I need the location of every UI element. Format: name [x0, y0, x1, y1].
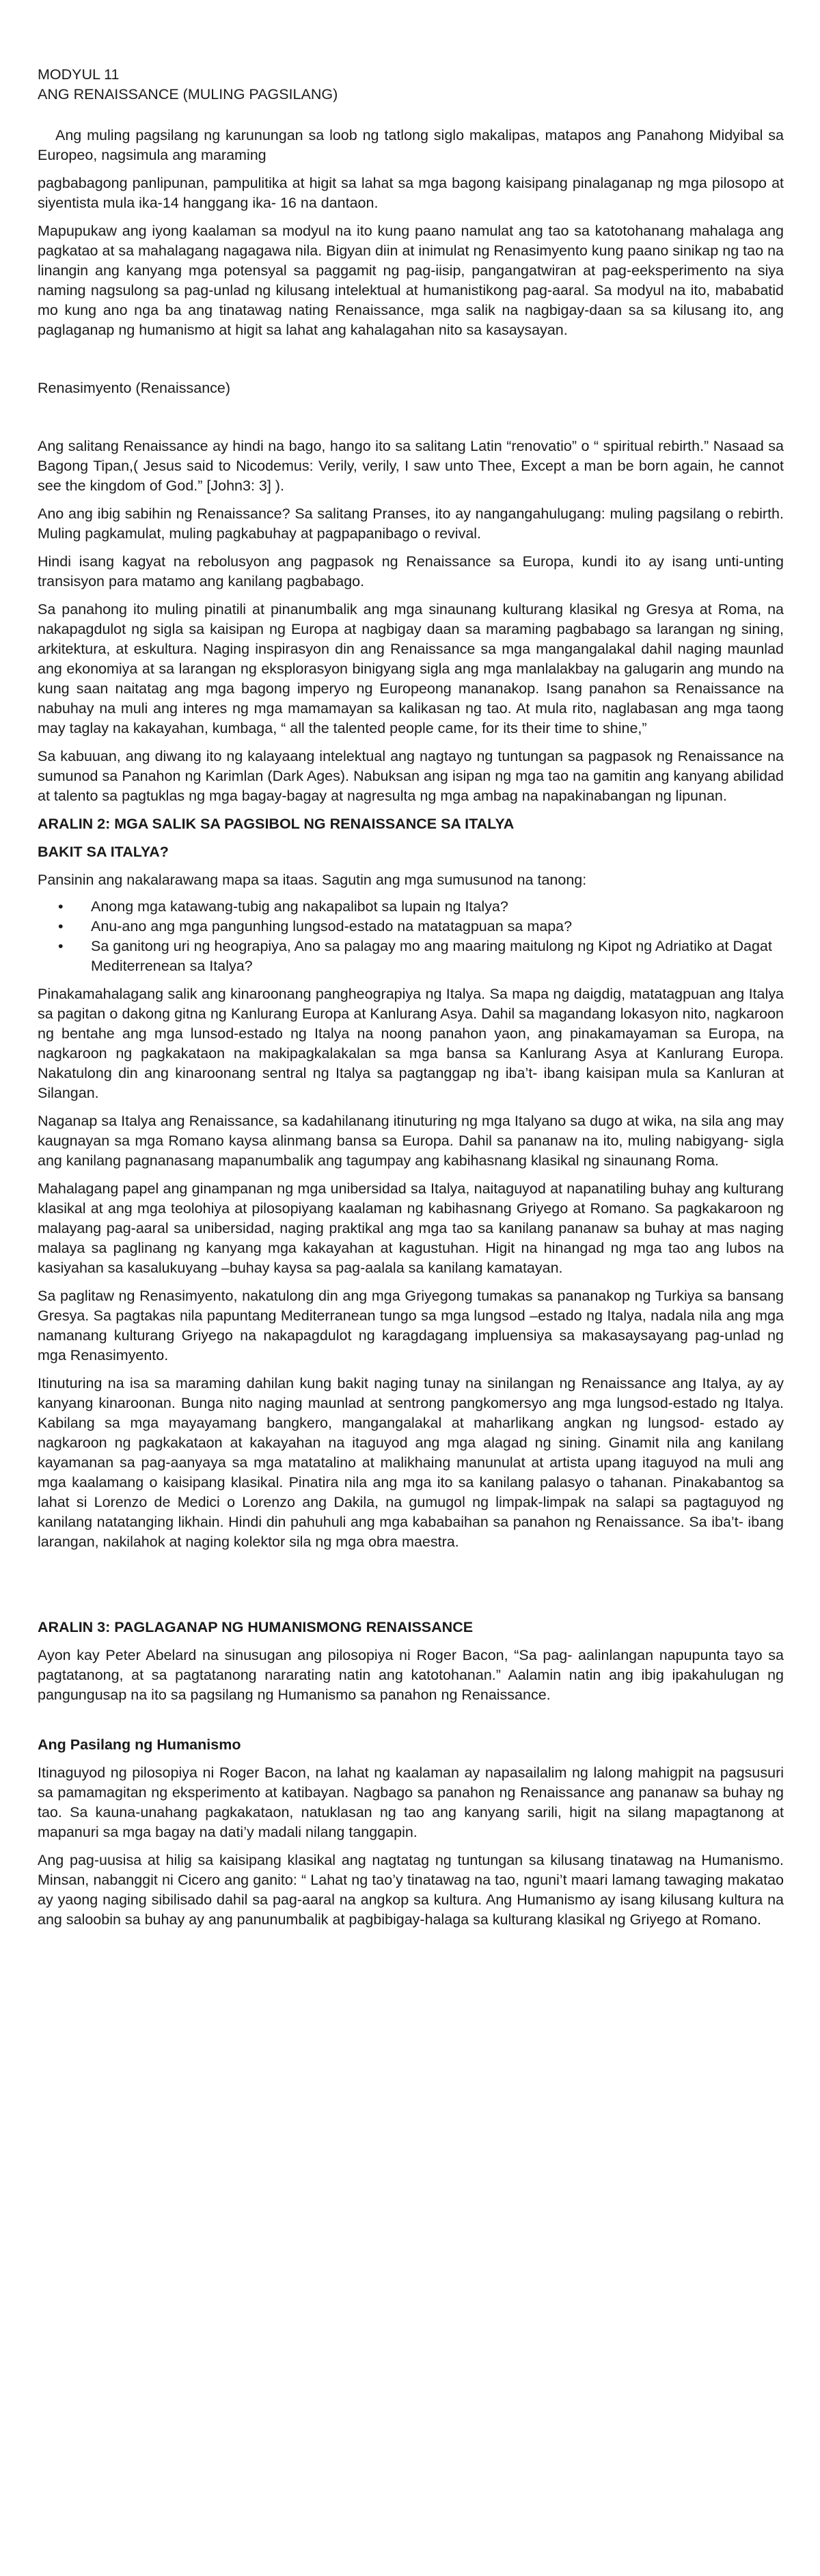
intro-paragraph-1: Ang muling pagsilang ng karunungan sa loob ng tatlong siglo makalipas, matapos ang Panahong Midyibal sa Europeo, nagsimula ang maraming	[38, 127, 784, 163]
aralin-2-paragraph-1: Pinakamahalagang salik ang kinaroonang pangheograpiya ng Italya. Sa mapa ng daigdig, matatagpuan ang Italya sa pagitan o dakong gitna ng Kanlurang Europa at Kanlurang Asya. Dahil sa magandang lokasyon nito, nagkaroon ng bentahe ang mga lunsod-estado ng Italya na noong panahon yaon, ang pinakamayaman sa Europa, na nagkaroon ng pagkakataon na makipagkalakalan sa mga bansa sa Kanlurang Asya at Kanlurang Europa. Nakatulong din ang kinaroonang sentral ng Italya sa pagtanggap ng iba’t- ibang kaisipan mula sa Kanluran at Silangan.	[38, 986, 784, 1101]
aralin-2-heading: ARALIN 2: MGA SALIK SA PAGSIBOL NG RENAISSANCE SA ITALYA	[38, 816, 515, 832]
aralin-3-paragraph-2: Itinaguyod ng pilosopiya ni Roger Bacon, na lahat ng kaalaman ay napasailalim ng lalong mahigpit na pagsusuri sa pamamagitan ng eksperimento at katibayan. Nagbago sa panahon ng Renaissance ang pananaw sa buhay ng tao. Sa kauna-unahang pagkakataon, natuklasan ng tao ang kanyang sarili, higit na silang mapagtanong at mapanuri sa mga bagay na dati’y madali nilang tanggapin.	[38, 1764, 784, 1840]
renaissance-paragraph-4: Sa panahong ito muling pinatili at pinanumbalik ang mga sinaunang kulturang klasikal ng Gresya at Roma, na nakapagdulot ng sigla sa kaisipan ng Europa at nagbigay daan sa maraming pagbabago sa larangan ng sining, arkitektura, at eskultura. Naging inspirasyon din ang Renaissance sa mga mangangalakal dahil naging maunlad ang ekonomiya at sa larangan ng eksplorasyon binigyang sigla ang mga manlalakbay na galugarin ang mundo na kung saan naitatag ang mga bagong imperyo ng Europeong mananakop. Isang panahon sa Renaissance na nabuhay na muli ang interes ng mga mamamayan sa kalikasan ng tao. At mula rito, naglabasan ang mga taong may taglay na kakayahan, kumbaga, “ all the talented people came, for its their time to shine,”	[38, 601, 784, 736]
aralin-3-subheading: Ang Pasilang ng Humanismo	[38, 1736, 241, 1753]
aralin-2-paragraph-4: Sa paglitaw ng Renasimyento, nakatulong din ang mga Griyegong tumakas sa pananakop ng Turkiya sa bansang Gresya. Sa pagtakas nila papuntang Mediterranean tungo sa mga lungsod –estado ng Italya, nadala nila ang mga namanang kulturang Griyego na nakapagdulot ng karagdagang impluensiya sa makasaysayang pag-unlad ng mga Renasimyento.	[38, 1288, 784, 1363]
question-list	[38, 897, 784, 976]
bullet: •	[58, 898, 64, 915]
aralin-2-paragraph-2: Naganap sa Italya ang Renaissance, sa kadahilanang itinuturing ng mga Italyano sa dugo at wika, na sila ang may kaugnayan sa mga Romano kaysa alinmang bansa sa Europa. Dahil sa pananaw na ito, muling nabigyang- sigla ang kanilang pagnanasang mapanumbalik ang tagumpay ang kabihasnang klasikal ng sinaunang Roma.	[38, 1113, 784, 1169]
aralin-2-subheading: BAKIT SA ITALYA?	[38, 844, 169, 860]
aralin-2-paragraph-5: Itinuturing na isa sa maraming dahilan kung bakit naging tunay na sinilangan ng Renaissance ang Italya, ay ay kanyang kinaroonan. Bunga nito naging maunlad at sentrong pangkomersyo ang mga lungsod-estado ng Italya. Kabilang sa mga mayayamang bangkero, mangangalakal at maharlikang angkan ng lungsod- estado ay nagkaroon ng pagkakataon at kakayahan na itaguyod ang mga alagad ng sining. Ginamit nila ang kanilang kayamanan sa pag-aanyaya sa mga matatalino at malikhaing manunulat at artista upang itaguyod na muli ang mga kaalamang o kaisipang klasikal. Pinatira nila ang mga ito sa kanilang palasyo o tahanan. Pinakabantog sa lahat si Lorenzo de Medici o Lorenzo ang Dakila, na gumugol ng limpak-limpak na salapi sa pagtaguyod ng kanilang natatanging likhain. Hindi din pahuhuli ang mga kababaihan sa panahon ng Renaissance. Sa iba’t- ibang larangan, nakilahok at naging kolektor sila ng mga obra maestra.	[38, 1375, 784, 1550]
intro-paragraph-3: Mapupukaw ang iyong kaalaman sa modyul na ito kung paano namulat ang tao sa katotohanang mahalaga ang pagkatao at sa mahalagang nagagawa nila. Bigyan diin at inimulat ng Renasimyento kung paano sinikap ng tao na linangin ang kanyang mga potensyal sa paggamit ng pag-iisip, pangangatwiran at pag-eeksperimento na siya naming nagsulong sa pag-unlad ng kilusang intelektual at humanistikong pag-aaral. Sa modyul na ito, mababatid mo kung ano nga ba ang tinatawag nating Renaissance, mga salik na nagbigay-daan sa sa kilusang ito, ang paglaganap ng humanismo at higit sa lahat ang kahalagahan nito sa kasaysayan.	[38, 223, 784, 338]
bullet: •	[58, 918, 64, 934]
renaissance-paragraph-5: Sa kabuuan, ang diwang ito ng kalayaang intelektual ang nagtayo ng tuntungan sa pagpasok ng Renaissance na sumunod sa Panahon ng Karimlan (Dark Ages). Nabuksan ang isipan ng mga tao na gamitin ang kanyang abilidad at talento sa pagtuklas ng mga bagay-bagay at nagresulta ng mga ambag na napakinabangan ng lipunan.	[38, 748, 784, 804]
page-title: ANG RENAISSANCE (MULING PAGSILANG)	[38, 86, 338, 102]
aralin-3-heading: ARALIN 3: PAGLAGANAP NG HUMANISMONG RENAISSANCE	[38, 1619, 474, 1635]
module-label: MODYUL 11	[38, 66, 120, 83]
question-text: Sa ganitong uri ng heograpiya, Ano sa palagay mo ang maaring maitulong ng Kipot ng Adriatiko at Dagat Mediterrenean sa Italya?	[91, 938, 772, 974]
aralin-3-paragraph-3: Ang pag-uusisa at hilig sa kaisipang klasikal ang nagtatag ng tuntungan sa kilusang tinatawag na Humanismo. Minsan, nabanggit ni Cicero ang ganito: “ Lahat ng tao’y tinatawag na tao, nguni’t maari lamang tawaging makatao ay yaong naging sibilisado dahil sa pag-aaral na angkop sa kultura. Ang Humanismo ay isang kilusang kultura na ang saloobin sa buhay ay ang panunumbalik at pagbibigay-halaga sa kulturang klasikal ng Griyego at Romano.	[38, 1852, 784, 1928]
section-heading-renasimyento: Renasimyento (Renaissance)	[38, 380, 231, 396]
renaissance-paragraph-2: Ano ang ibig sabihin ng Renaissance? Sa salitang Pranses, ito ay nangangahulugang: muling pagsilang o rebirth. Muling pagkamulat, muling pagkabuhay at pagpapanibago o revival.	[38, 505, 784, 542]
question-item	[58, 897, 784, 917]
bullet: •	[58, 938, 64, 954]
aralin-2-paragraph-3: Mahalagang papel ang ginampanan ng mga unibersidad sa Italya, naitaguyod at napanatiling buhay ang kulturang klasikal at ang mga teolohiya at pilosopiyang kaalaman ng kabihasnang Griyego at Romano. Sa pagkakaroon ng malayang pag-aaral sa unibersidad, naging praktikal ang mga tao sa kanilang pananaw sa buhay at mas naging malaya sa paglinang ng kanyang mga kakayahan at kagustuhan. Higit na hinangad ng mga tao ang lubos na kasiyahan sa kasalukuyang –buhay kaysa sa pag-aalala sa kanilang kamatayan.	[38, 1180, 784, 1276]
aralin-2-instruction: Pansinin ang nakalarawang mapa sa itaas. Sagutin ang mga sumusunod na tanong:	[38, 872, 587, 888]
renaissance-paragraph-1: Ang salitang Renaissance ay hindi na bago, hango ito sa salitang Latin “renovatio” o “ spiritual rebirth.” Nasaad sa Bagong Tipan,( Jesus said to Nicodemus: Verily, verily, I saw unto Thee, Except a man be born again, he cannot see the kingdom of God.” [John3: 3] ).	[38, 438, 784, 494]
question-item	[58, 937, 784, 976]
renaissance-paragraph-3: Hindi isang kagyat na rebolusyon ang pagpasok ng Renaissance sa Europa, kundi ito ay isang unti-unting transisyon para matamo ang kanilang pagbabago.	[38, 553, 784, 590]
question-item	[58, 917, 784, 937]
question-text: Anong mga katawang-tubig ang nakapalibot sa lupain ng Italya?	[91, 898, 508, 915]
intro-paragraph-2: pagbabagong panlipunan, pampulitika at higit sa lahat sa mga bagong kaisipang pinalaganap ng mga pilosopo at siyentista mula ika-14 hanggang ika- 16 na dantaon.	[38, 175, 784, 211]
question-text: Anu-ano ang mga pangunhing lungsod-estado na matatagpuan sa mapa?	[91, 918, 573, 934]
aralin-3-paragraph-1: Ayon kay Peter Abelard na sinusugan ang pilosopiya ni Roger Bacon, “Sa pag- aalinlangan napupunta tayo sa pagtatanong, at sa pagtatanong nararating natin ang katotohanan.” Aalamin natin ang ibig ipakahulugan ng pangungusap na ito sa pagsilang ng Humanismo sa panahon ng Renaissance.	[38, 1647, 784, 1703]
document-page	[38, 65, 784, 1930]
